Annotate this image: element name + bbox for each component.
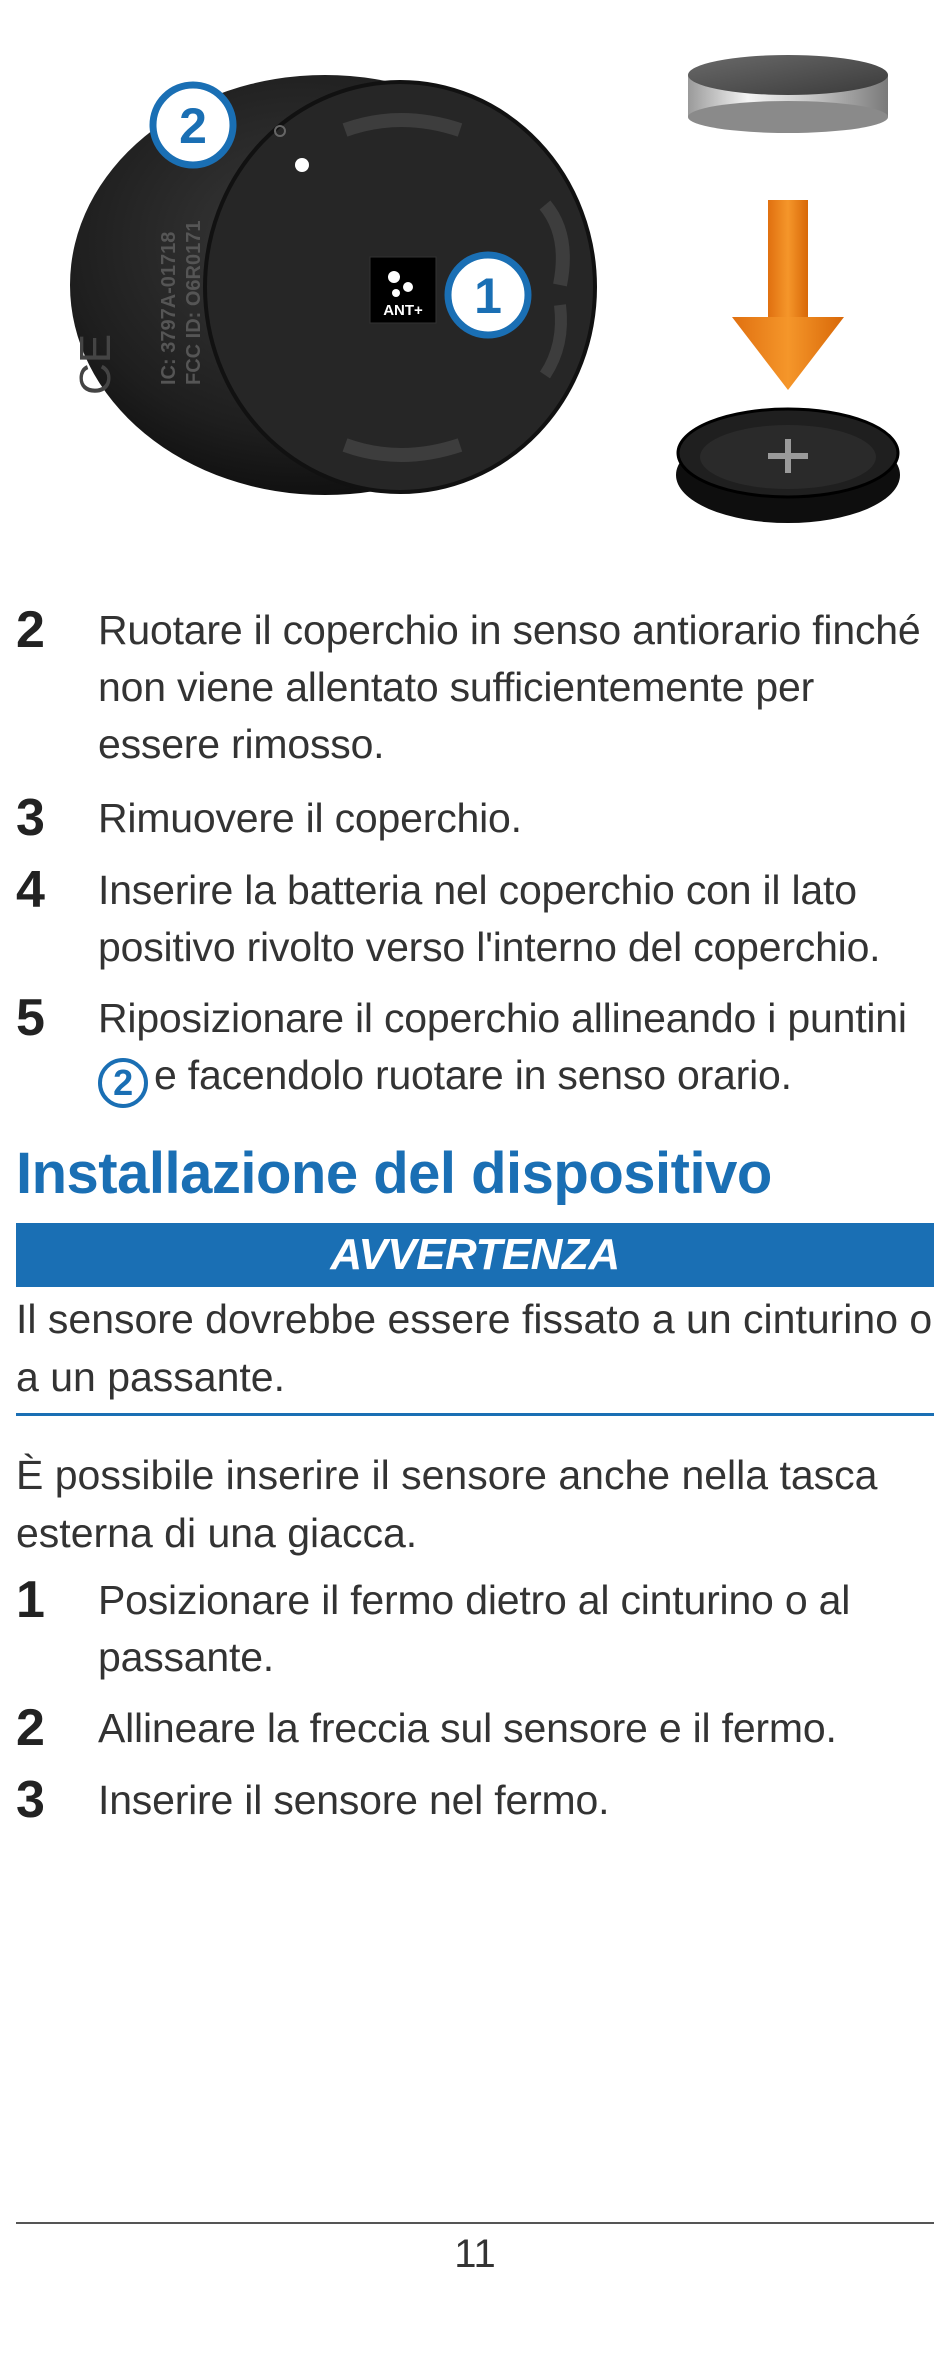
step-number: 1 [16,1571,45,1629]
step-number: 3 [16,1771,45,1829]
warning-divider [16,1413,934,1416]
step-text: Allineare la freccia sul sensore e il fermo. [98,1705,837,1751]
svg-text:CE: CE [71,333,120,395]
insert-arrow-icon [732,200,844,390]
svg-text:1: 1 [474,268,502,324]
callout-2-inline-icon: 2 [98,1058,148,1108]
coin-battery [688,55,888,133]
callout-2-icon [153,85,233,165]
step-text: Posizionare il fermo dietro al cinturino o al passante. [98,1577,851,1680]
step-text-before: Riposizionare il coperchio allineando i puntini [98,995,907,1041]
step-text: Inserire la batteria nel coperchio con il lato positivo rivolto verso l'interno del coperchio. [98,867,881,970]
sensor-battery-illustration [40,55,920,555]
step-number: 2 [16,1699,45,1757]
warning-text: Il sensore dovrebbe essere fissato a un cinturino o a un passante. [16,1296,933,1400]
step-text: Rimuovere il coperchio. [98,795,522,841]
footer-divider [16,2222,934,2224]
section-title: Installazione del dispositivo [16,1141,772,1206]
page-number: 11 [454,2232,496,2276]
fcc-label-line-1: IC: 3797A-01718 [158,231,180,385]
ant-plus-logo-text: ANT+ [383,302,423,319]
intro-paragraph: È possibile inserire il sensore anche nella tasca esterna di una giacca. [16,1452,878,1556]
step-number: 2 [16,601,45,659]
step-text-after: e facendolo ruotare in senso orario. [154,1052,792,1098]
step-text: Inserire il sensore nel fermo. [98,1777,610,1823]
step-number: 4 [16,861,45,919]
step-text [98,990,936,1108]
callout-1-icon [448,255,528,335]
step-number: 5 [16,989,45,1047]
warning-label: AVVERTENZA [16,1223,934,1287]
battery-cover [676,409,900,523]
fcc-label-line-2: FCC ID: O6R0171 [183,220,205,385]
svg-text:2: 2 [179,98,207,154]
step-number: 3 [16,789,45,847]
step-text: Ruotare il coperchio in senso antiorario finché non viene allentato sufficientemente per essere rimosso. [98,607,921,767]
